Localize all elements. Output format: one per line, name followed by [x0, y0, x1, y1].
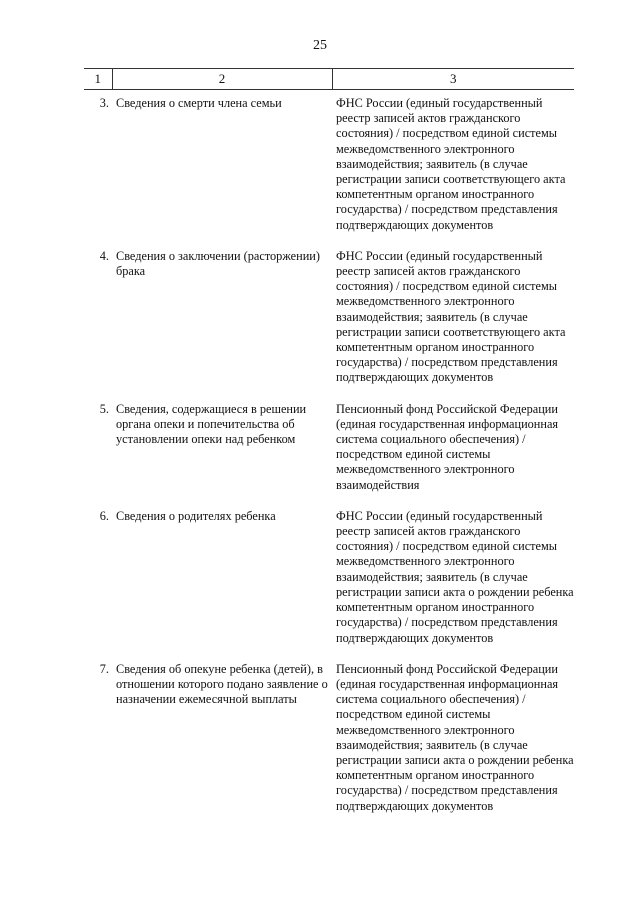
table-row	[84, 402, 574, 509]
column-header-1: 1	[84, 69, 112, 90]
row-name: Сведения о родителях ребенка	[116, 508, 276, 523]
row-name: Сведения о смерти члена семьи	[116, 96, 282, 110]
row-name: Сведения об опекуне ребенка (детей), в отношении которого подано заявление о назначении ежемесячной выплаты	[116, 661, 328, 707]
table-row	[84, 662, 574, 830]
page-number: 25	[313, 38, 327, 53]
table-header-row	[84, 69, 574, 90]
row-name: Сведения о заключении (расторжении) брака	[116, 248, 320, 279]
row-number: 7.	[99, 661, 109, 676]
row-number: 4.	[99, 248, 109, 263]
row-number: 6.	[99, 508, 109, 523]
row-source: ФНС России (единый государственный реестр записей актов гражданского состояния) / посредством единой системы межведомственного электронного взаимодействия; заявитель (в случае регистрации записи акта о рождении ребенка компетентным органом иностранного государства) / посредством представления подтверждающих документов	[336, 508, 574, 645]
row-source: Пенсионный фонд Российской Федерации (единая государственная информационная система социального обеспечения) / посредством единой системы межведомственного электронного взаимодействия; заявитель (в случае регистрации записи акта о рождении ребенка компетентным органом иностранного государства) / посредством представления подтверждающих документов	[336, 661, 574, 813]
row-source: Пенсионный фонд Российской Федерации (единая государственная информационная система социального обеспечения) / посредством единой системы межведомственного электронного взаимодействия	[336, 401, 559, 492]
row-number: 3.	[99, 96, 109, 110]
column-header-3: 3	[332, 69, 574, 90]
document-table	[84, 68, 574, 830]
row-name: Сведения, содержащиеся в решении органа опеки и попечительства об установлении опеки над ребенком	[116, 401, 307, 447]
row-number: 5.	[99, 401, 109, 416]
row-source: ФНС России (единый государственный реестр записей актов гражданского состояния) / посредством единой системы межведомственного электронного взаимодействия; заявитель (в случае регистрации записи соответствующего акта компетентным органом иностранного государства) / посредством представления подтверждающих документов	[336, 248, 566, 385]
column-header-2: 2	[112, 69, 332, 90]
row-source: ФНС России (единый государственный реестр записей актов гражданского состояния) / посредством единой системы межведомственного электронного взаимодействия; заявитель (в случае регистрации записи соответствующего акта компетентным органом иностранного государства) / посредством представления подтверждающих документов	[336, 96, 566, 232]
table-row	[84, 249, 574, 402]
table-row	[84, 90, 574, 249]
table-row	[84, 509, 574, 662]
